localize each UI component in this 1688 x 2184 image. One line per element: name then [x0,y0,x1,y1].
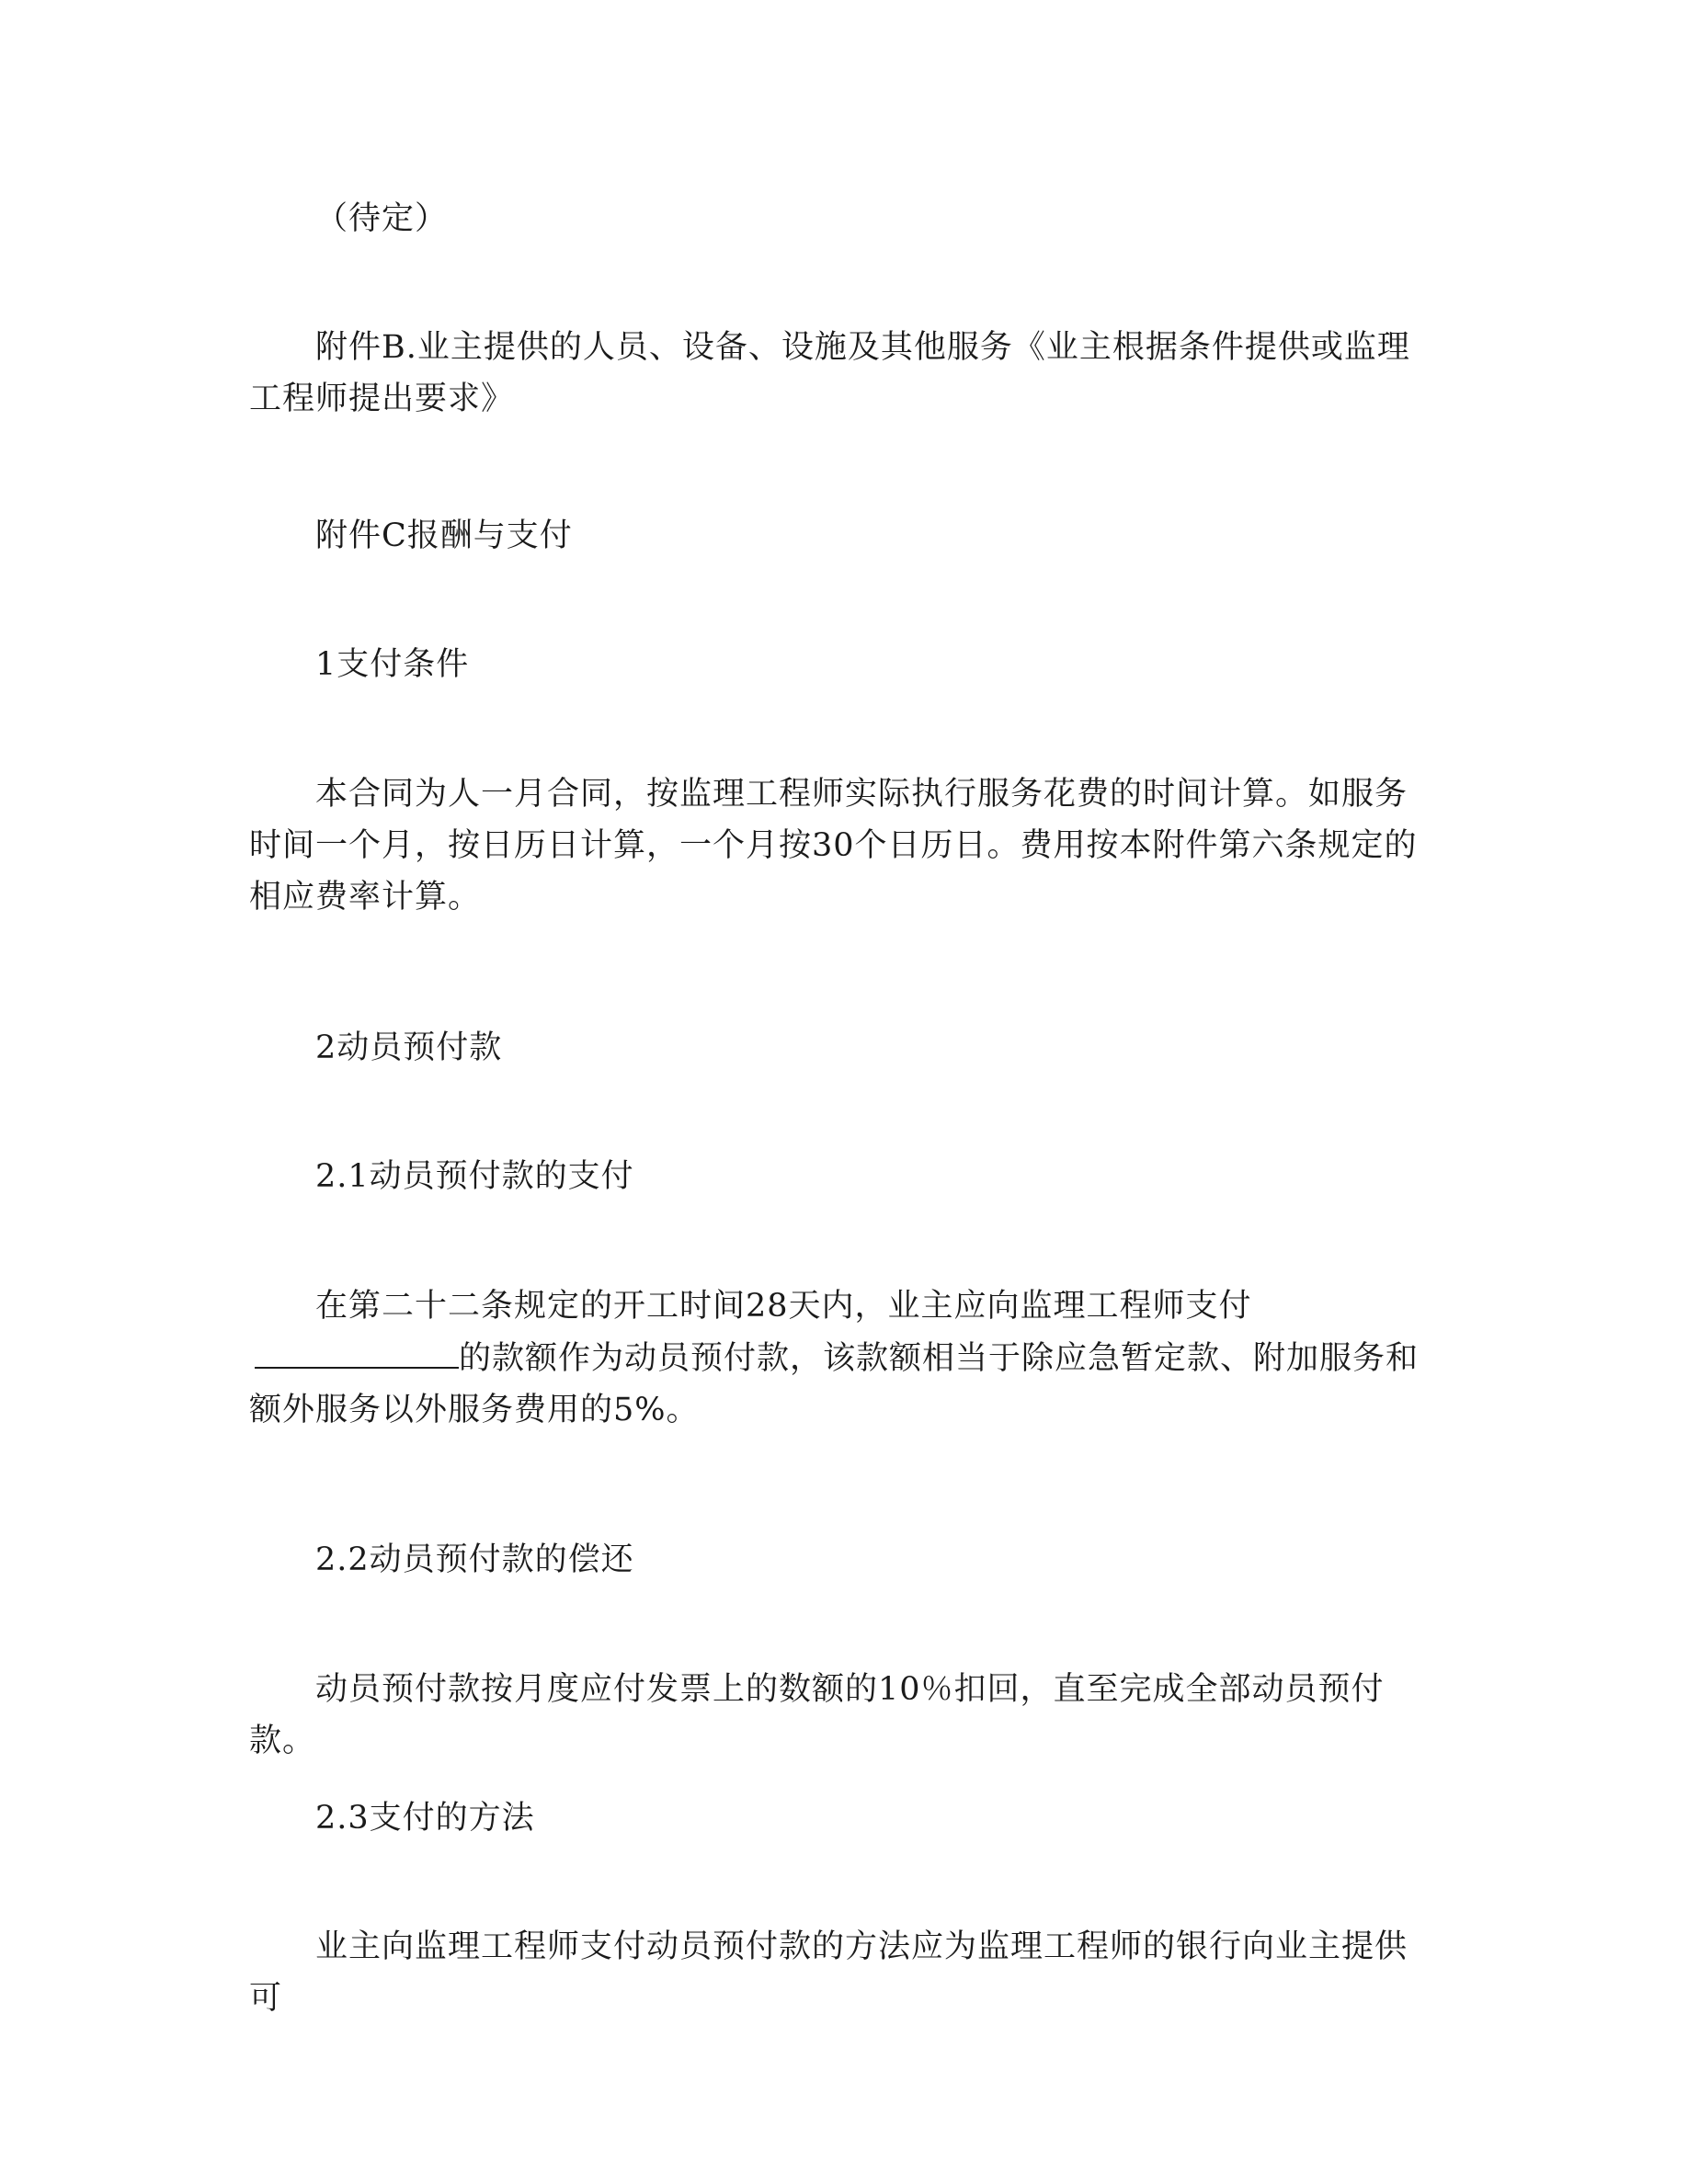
payment-method-text: 业主向监理工程师支付动员预付款的方法应为监理工程师的银行向业主提供可 [249,1928,1409,2017]
advance-payment-text-start: 在第二十二条规定的开工时间28天内，业主应向监理工程师支付 [315,1288,1252,1325]
pending-note: （待定） [315,200,449,237]
annex-c-title: 附件C报酬与支付 [315,518,573,554]
repayment-text: 动员预付款按月度应付发票上的数额的10％扣回，直至完成全部动员预付款。 [249,1671,1385,1759]
annex-b-title: 附件B.业主提供的人员、设备、设施及其他服务《业主根据条件提供或监理工程师提出要求》 [249,329,1410,417]
amount-blank-line [255,1332,459,1369]
section-2-2-heading: 2.2动员预付款的偿还 [315,1541,634,1578]
section-2-3-heading: 2.3支付的方法 [315,1800,535,1837]
section-2-1-heading: 2.1动员预付款的支付 [315,1158,634,1195]
section-2-heading: 2动员预付款 [315,1029,503,1066]
advance-payment-text [249,1280,1435,1436]
section-1-heading: 1支付条件 [315,646,470,683]
advance-payment-text-end: 的款额作为动员预付款，该款额相当于除应急暂定款、附加服务和额外服务以外服务费用的5%。 [249,1340,1420,1428]
payment-conditions-text: 本合同为人一月合同，按监理工程师实际执行服务花费的时间计算。如服务时间一个月，按日历日计算，一个月按30个日历日。费用按本附件第六条规定的相应费率计算。 [249,776,1418,916]
